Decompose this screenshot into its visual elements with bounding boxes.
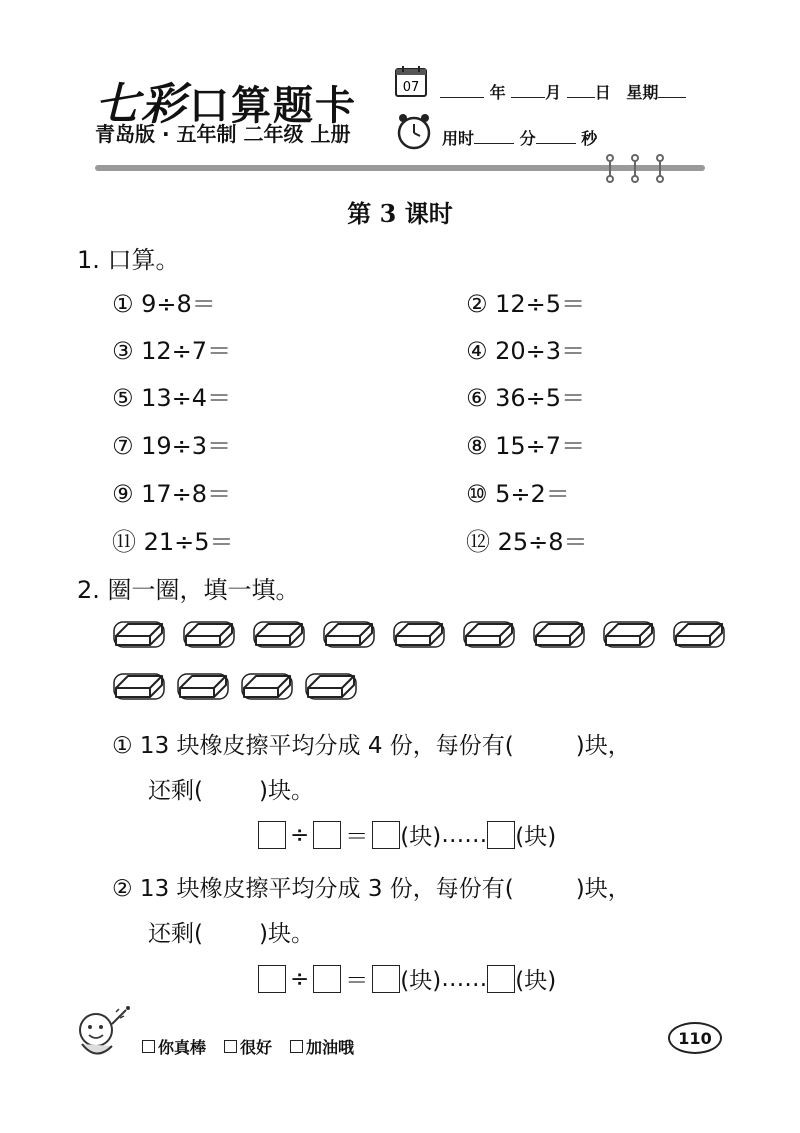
brand-script: 七彩 [95, 79, 187, 130]
remainder-label-end: )块。 [258, 921, 314, 947]
month-blank[interactable] [511, 83, 545, 98]
day-blank[interactable] [567, 83, 595, 98]
divide-sign: ÷ [290, 965, 310, 992]
equation-2 [258, 962, 556, 995]
unit-label: (块) [515, 968, 557, 994]
date-line [440, 80, 686, 103]
month-label: 月 [545, 83, 562, 102]
answer-box[interactable] [258, 821, 286, 849]
eraser-icon [183, 618, 235, 648]
page-number: 110 [668, 1022, 722, 1054]
problem-7: ⑦ 19÷3＝ [112, 432, 232, 460]
answer-box[interactable] [313, 965, 341, 993]
eraser-icon [323, 618, 375, 648]
eraser-icon [533, 618, 585, 648]
remainder-label: 还剩( [148, 778, 203, 804]
option-great-label: 你真棒 [158, 1038, 207, 1057]
problem-2: ② 12÷5＝ [466, 290, 586, 318]
option-good-label: 很好 [240, 1038, 273, 1057]
eraser-icon [177, 670, 229, 700]
answer-box[interactable] [487, 821, 515, 849]
answer-box[interactable] [313, 821, 341, 849]
answer-box[interactable] [372, 821, 400, 849]
answer-box[interactable] [487, 965, 515, 993]
year-blank[interactable] [440, 83, 484, 98]
eraser-icon [241, 670, 293, 700]
eraser-icon [253, 618, 305, 648]
unit-label: (块) [400, 824, 442, 850]
option-great[interactable] [142, 1035, 206, 1058]
eraser-icon [393, 618, 445, 648]
problem-5: ⑤ 13÷4＝ [112, 384, 232, 412]
edition-label: 青岛版 · 五年制 二年级 上册 [95, 122, 351, 146]
time-line [442, 126, 597, 149]
divide-sign: ÷ [290, 821, 310, 848]
question-2-text: ② 13 块橡皮擦平均分成 3 份，每份有( [112, 876, 514, 902]
remainder-dots: …… [441, 821, 488, 848]
problem-4: ④ 20÷3＝ [466, 337, 586, 365]
question-1-line2 [148, 772, 314, 805]
eraser-icon [603, 618, 655, 648]
problem-6: ⑥ 36÷5＝ [466, 384, 586, 412]
calendar-day: 07 [402, 80, 420, 95]
remainder-dots: …… [441, 965, 488, 992]
problem-10: ⑩ 5÷2＝ [466, 480, 570, 508]
minutes-blank[interactable] [474, 129, 514, 144]
answer-box[interactable] [372, 965, 400, 993]
question-2-line1 [112, 870, 631, 903]
self-evaluation-options [142, 1035, 354, 1058]
equation-1 [258, 818, 556, 851]
time-label: 用时 [442, 129, 475, 148]
question-1-text: ① 13 块橡皮擦平均分成 4 份，每份有( [112, 733, 514, 759]
mascot-illustration [70, 1004, 140, 1064]
eraser-icon [113, 670, 165, 700]
answer-box[interactable] [258, 965, 286, 993]
problem-1: ① 9÷8＝ [112, 290, 216, 318]
problem-11: ⑪ 21÷5＝ [112, 528, 234, 556]
brand-main: 口算题卡 [189, 83, 357, 129]
equals-sign: ＝ [345, 968, 369, 994]
question-2-text-end: )块， [575, 876, 631, 902]
problem-12: ⑫ 25÷8＝ [466, 528, 588, 556]
unit-label: (块) [515, 824, 557, 850]
unit-label: (块) [400, 968, 442, 994]
problem-3: ③ 12÷7＝ [112, 337, 232, 365]
checkbox[interactable] [290, 1040, 303, 1053]
eraser-icon [673, 618, 725, 648]
option-keep-going-label: 加油哦 [306, 1038, 355, 1057]
problem-9: ⑨ 17÷8＝ [112, 480, 232, 508]
weekday-blank[interactable] [658, 83, 686, 98]
eraser-icon [113, 618, 165, 648]
seconds-blank[interactable] [536, 129, 576, 144]
weekday-label: 星期 [626, 83, 659, 102]
question-1-text-end: )块， [575, 733, 631, 759]
section1-title: 1. 口算。 [77, 246, 180, 274]
option-good[interactable] [224, 1035, 272, 1058]
section2-title: 2. 圈一圈，填一填。 [77, 576, 300, 604]
minutes-label: 分 [519, 129, 536, 148]
checkbox[interactable] [142, 1040, 155, 1053]
seconds-label: 秒 [581, 129, 598, 148]
year-label: 年 [489, 83, 506, 102]
calendar-icon [394, 64, 428, 98]
eraser-icon [305, 670, 357, 700]
question-1-line1 [112, 727, 631, 760]
remainder-label: 还剩( [148, 921, 203, 947]
lesson-title: 第 3 课时 [347, 199, 453, 228]
remainder-label-end: )块。 [258, 778, 314, 804]
option-keep-going[interactable] [290, 1035, 354, 1058]
checkbox[interactable] [224, 1040, 237, 1053]
equals-sign: ＝ [345, 824, 369, 850]
question-2-line2 [148, 915, 314, 948]
eraser-icon [463, 618, 515, 648]
day-label: 日 [594, 83, 611, 102]
binder-rings-icon [600, 152, 670, 184]
problem-8: ⑧ 15÷7＝ [466, 432, 586, 460]
clock-icon [394, 111, 434, 151]
